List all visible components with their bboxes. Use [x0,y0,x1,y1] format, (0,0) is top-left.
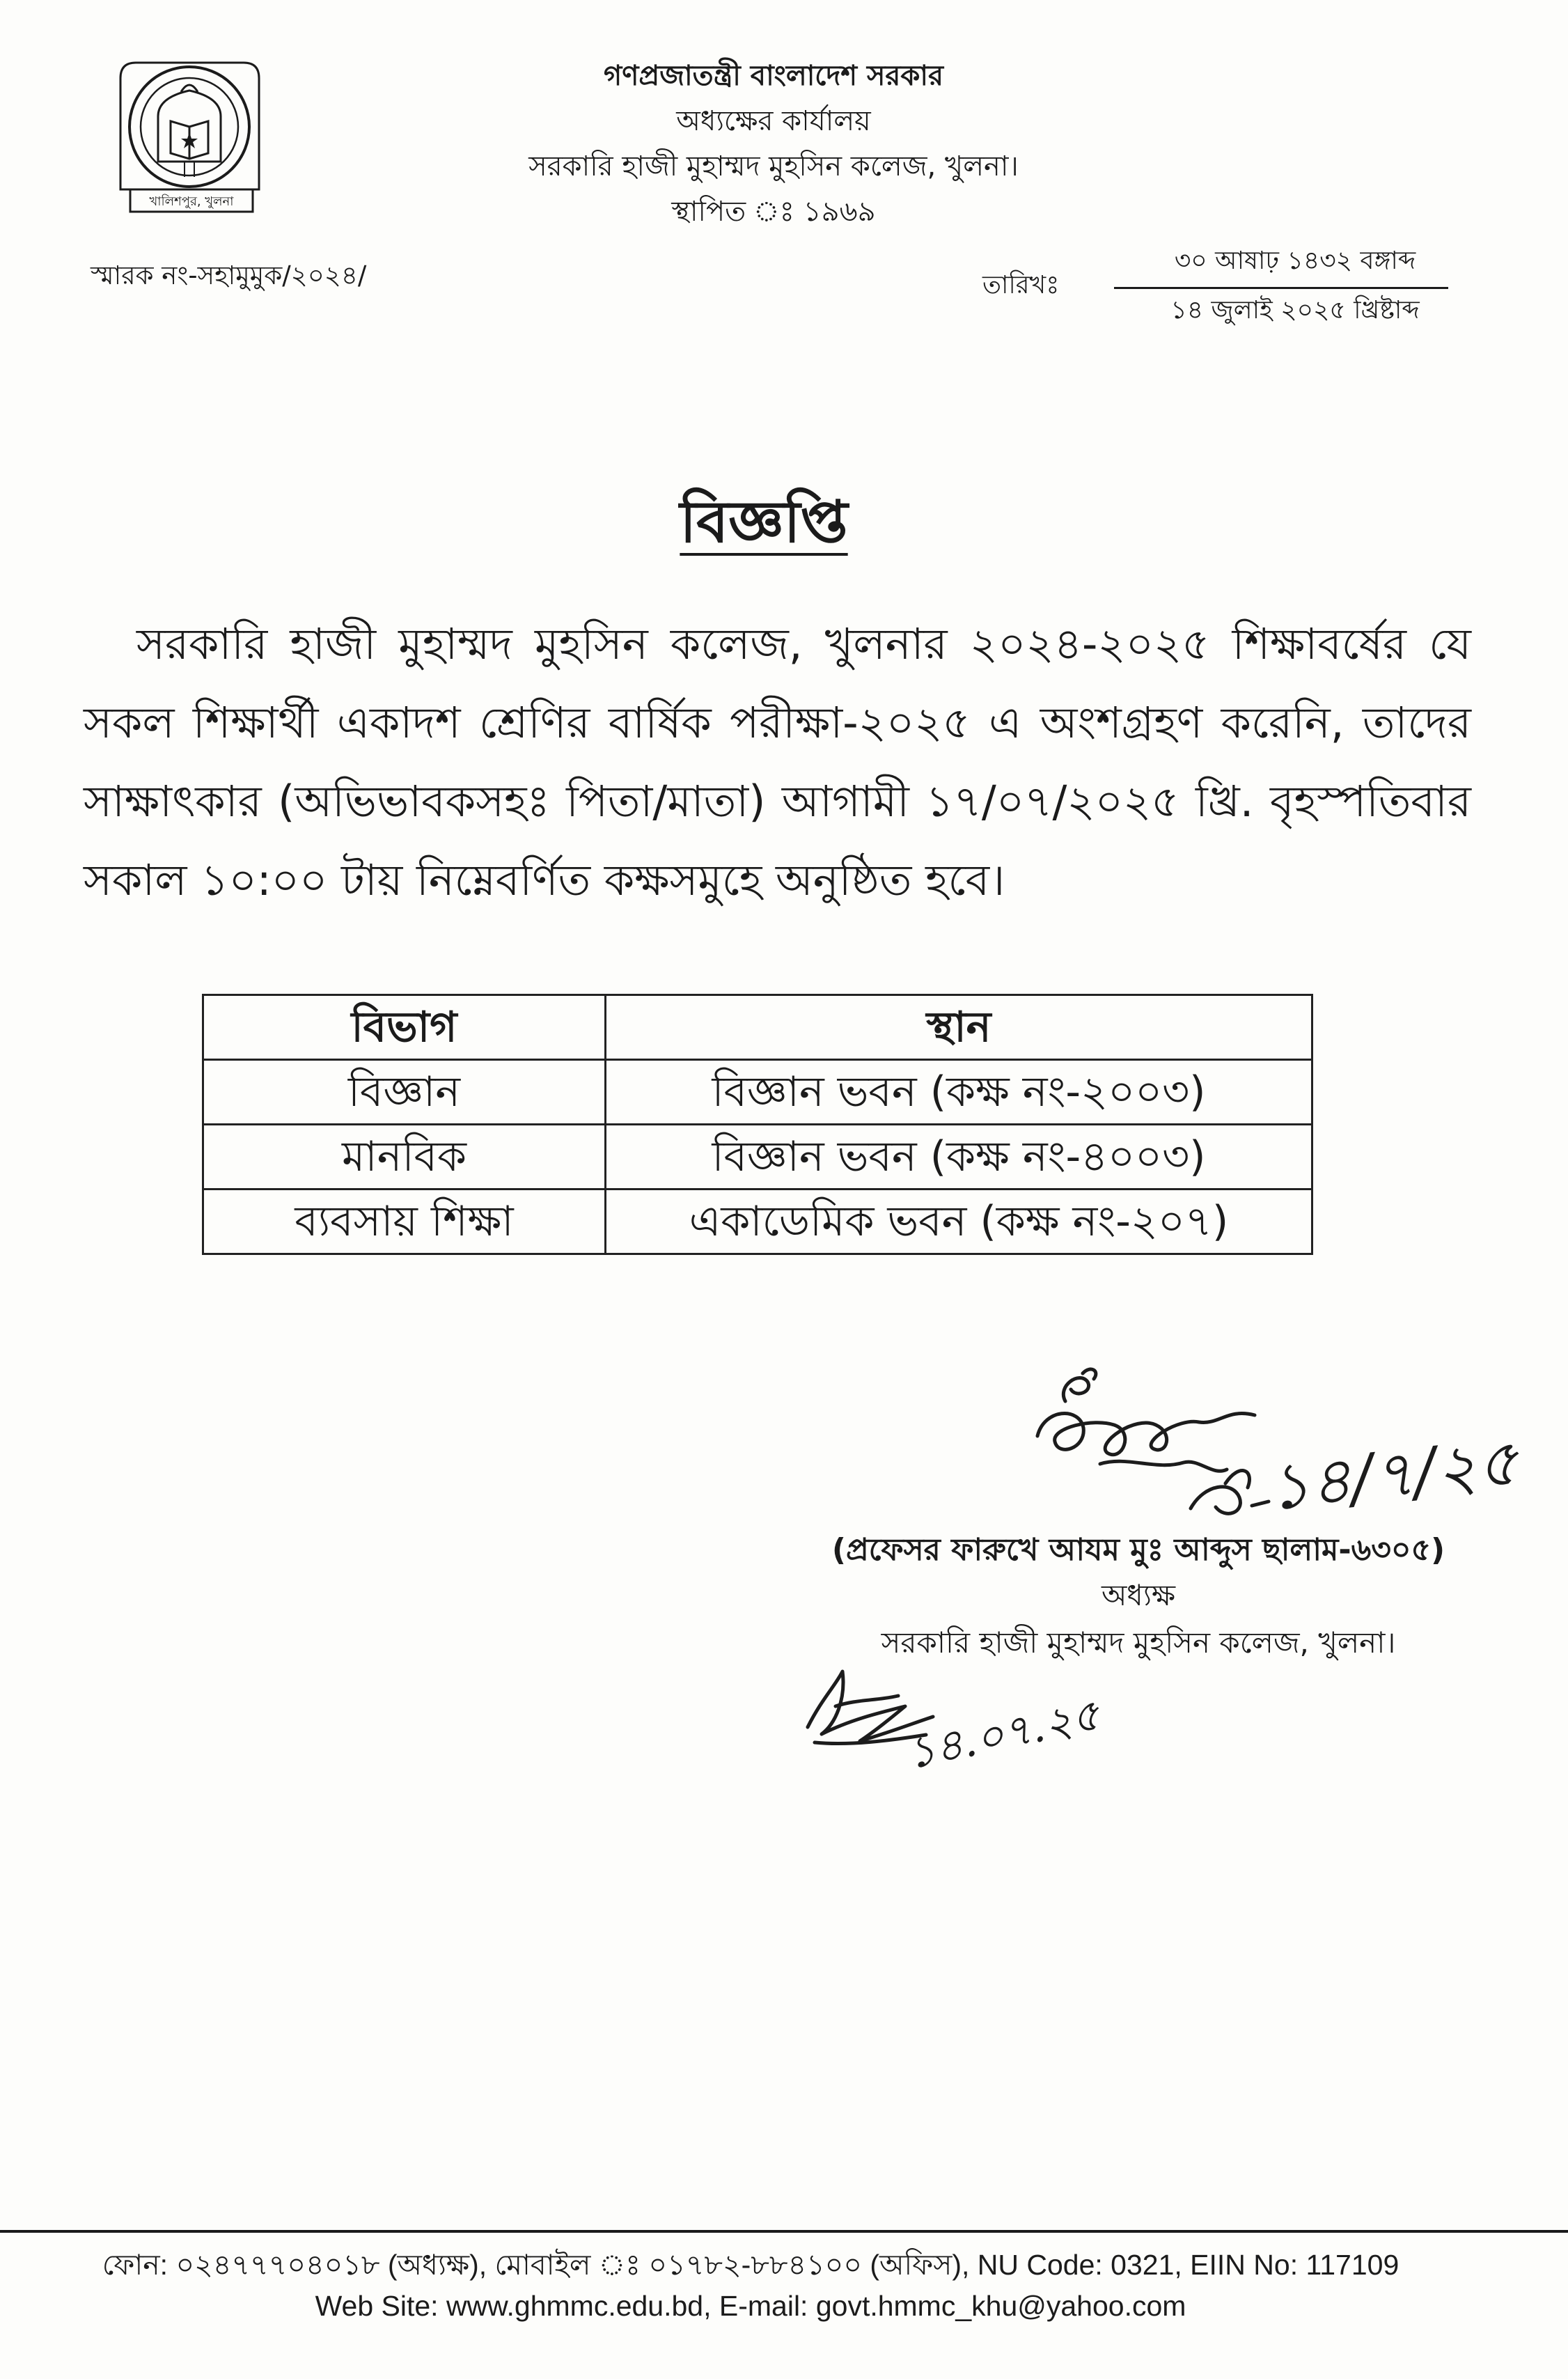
date-gregorian: ১৪ জুলাই ২০২৫ খ্রিষ্টাব্দ [1170,296,1420,325]
interview-schedule-table [202,994,1313,1255]
principal-designation: অধ্যক্ষ [1101,1578,1176,1612]
table-row [203,1060,1312,1125]
footer-divider [0,2230,1568,2233]
location-cell: বিজ্ঞান ভবন (কক্ষ নং-৪০০৩) [606,1125,1312,1190]
college-name: সরকারি হাজী মুহাম্মদ মুহসিন কলেজ, খুলনা। [528,150,1019,182]
office-name: অধ্যক্ষের কার্যালয় [676,105,871,137]
initial-handwritten-date: ১৪.০৭.২৫ [902,1688,1105,1779]
initial-stroke [836,1696,898,1706]
body-line: সকল শিক্ষার্থী একাদশ শ্রেণির বার্ষিক পরীক্ষা-২০২৫ এ অংশগ্রহণ করেনি, তাদের [84,697,1471,748]
signature-strokes [1037,1369,1269,1513]
memo-number: স্মারক নং-সহামুমুক/২০২৪/ [91,260,367,290]
department-cell: ব্যবসায় শিক্ষা [203,1190,606,1254]
body-line: সকাল ১০:০০ টায় নিম্নেবর্ণিত কক্ষসমুহে অনুষ্ঠিত হবে। [84,855,1005,905]
table-row [203,1125,1312,1190]
notice-body [84,604,1471,919]
signature-stroke [1191,1471,1269,1514]
body-line: সাক্ষাৎকার (অভিভাবকসহঃ পিতা/মাতা) আগামী ১৭/০৭/২০২৫ খ্রি. বৃহস্পতিবার [84,776,1471,827]
government-name: গণপ্রজাতন্ত্রী বাংলাদেশ সরকার [604,60,943,92]
notice-title-wrap [0,488,1528,557]
notice-title: বিজ্ঞপ্তি [680,488,848,556]
principal-institution: সরকারি হাজী মুহাম্মদ মুহসিন কলেজ, খুলনা। [881,1625,1396,1660]
footer-web-line: Web Site: www.ghmmc.edu.bd, E-mail: govt.hmmc_khu@yahoo.com [315,2290,1186,2322]
letterhead [0,54,1547,235]
initial-signature [794,1658,1128,1797]
principal-name: (প্রফেসর ফারুখে আযম মুঃ আব্দুস ছালাম-৬৩০৫) [831,1532,1445,1568]
table-header-location: স্থান [606,995,1312,1060]
signature-handwritten-date: ১৪/৭/২৫ [1264,1424,1523,1525]
date-bengali: ৩০ আষাঢ় ১৪৩২ বঙ্গাব্দ [1174,247,1416,275]
department-cell: মানবিক [203,1125,606,1190]
signature-stroke [1100,1461,1227,1471]
established-year: স্থাপিত ঃ ১৯৬৯ [671,196,876,228]
signature-stroke [1037,1413,1255,1454]
signature-stroke [1063,1369,1096,1401]
body-line: সরকারি হাজী মুহাম্মদ মুহসিন কলেজ, খুলনার ২০২৪-২০২৫ শিক্ষাবর্ষের যে [136,618,1471,669]
logo-caption: খালিশপুর, খুলনা [149,194,234,209]
location-cell: বিজ্ঞান ভবন (কক্ষ নং-২০০৩) [606,1060,1312,1125]
location-cell: একাডেমিক ভবন (কক্ষ নং-২০৭) [606,1190,1312,1254]
footer-contact-line: ফোন: ০২৪৭৭৭০৪০১৮ (অধ্যক্ষ), মোবাইল ঃ ০১৭৮২-৮৮৪১০০ (অফিস), NU Code: 0321, EIIN No: 117109 [102,2249,1400,2281]
table-header-row [203,995,1312,1060]
date-divider [1114,287,1448,289]
date-label: তারিখঃ [982,271,1060,299]
table-row [203,1190,1312,1254]
footer [0,2245,1501,2327]
table-header-department: বিভাগ [203,995,606,1060]
department-cell: বিজ্ঞান [203,1060,606,1125]
